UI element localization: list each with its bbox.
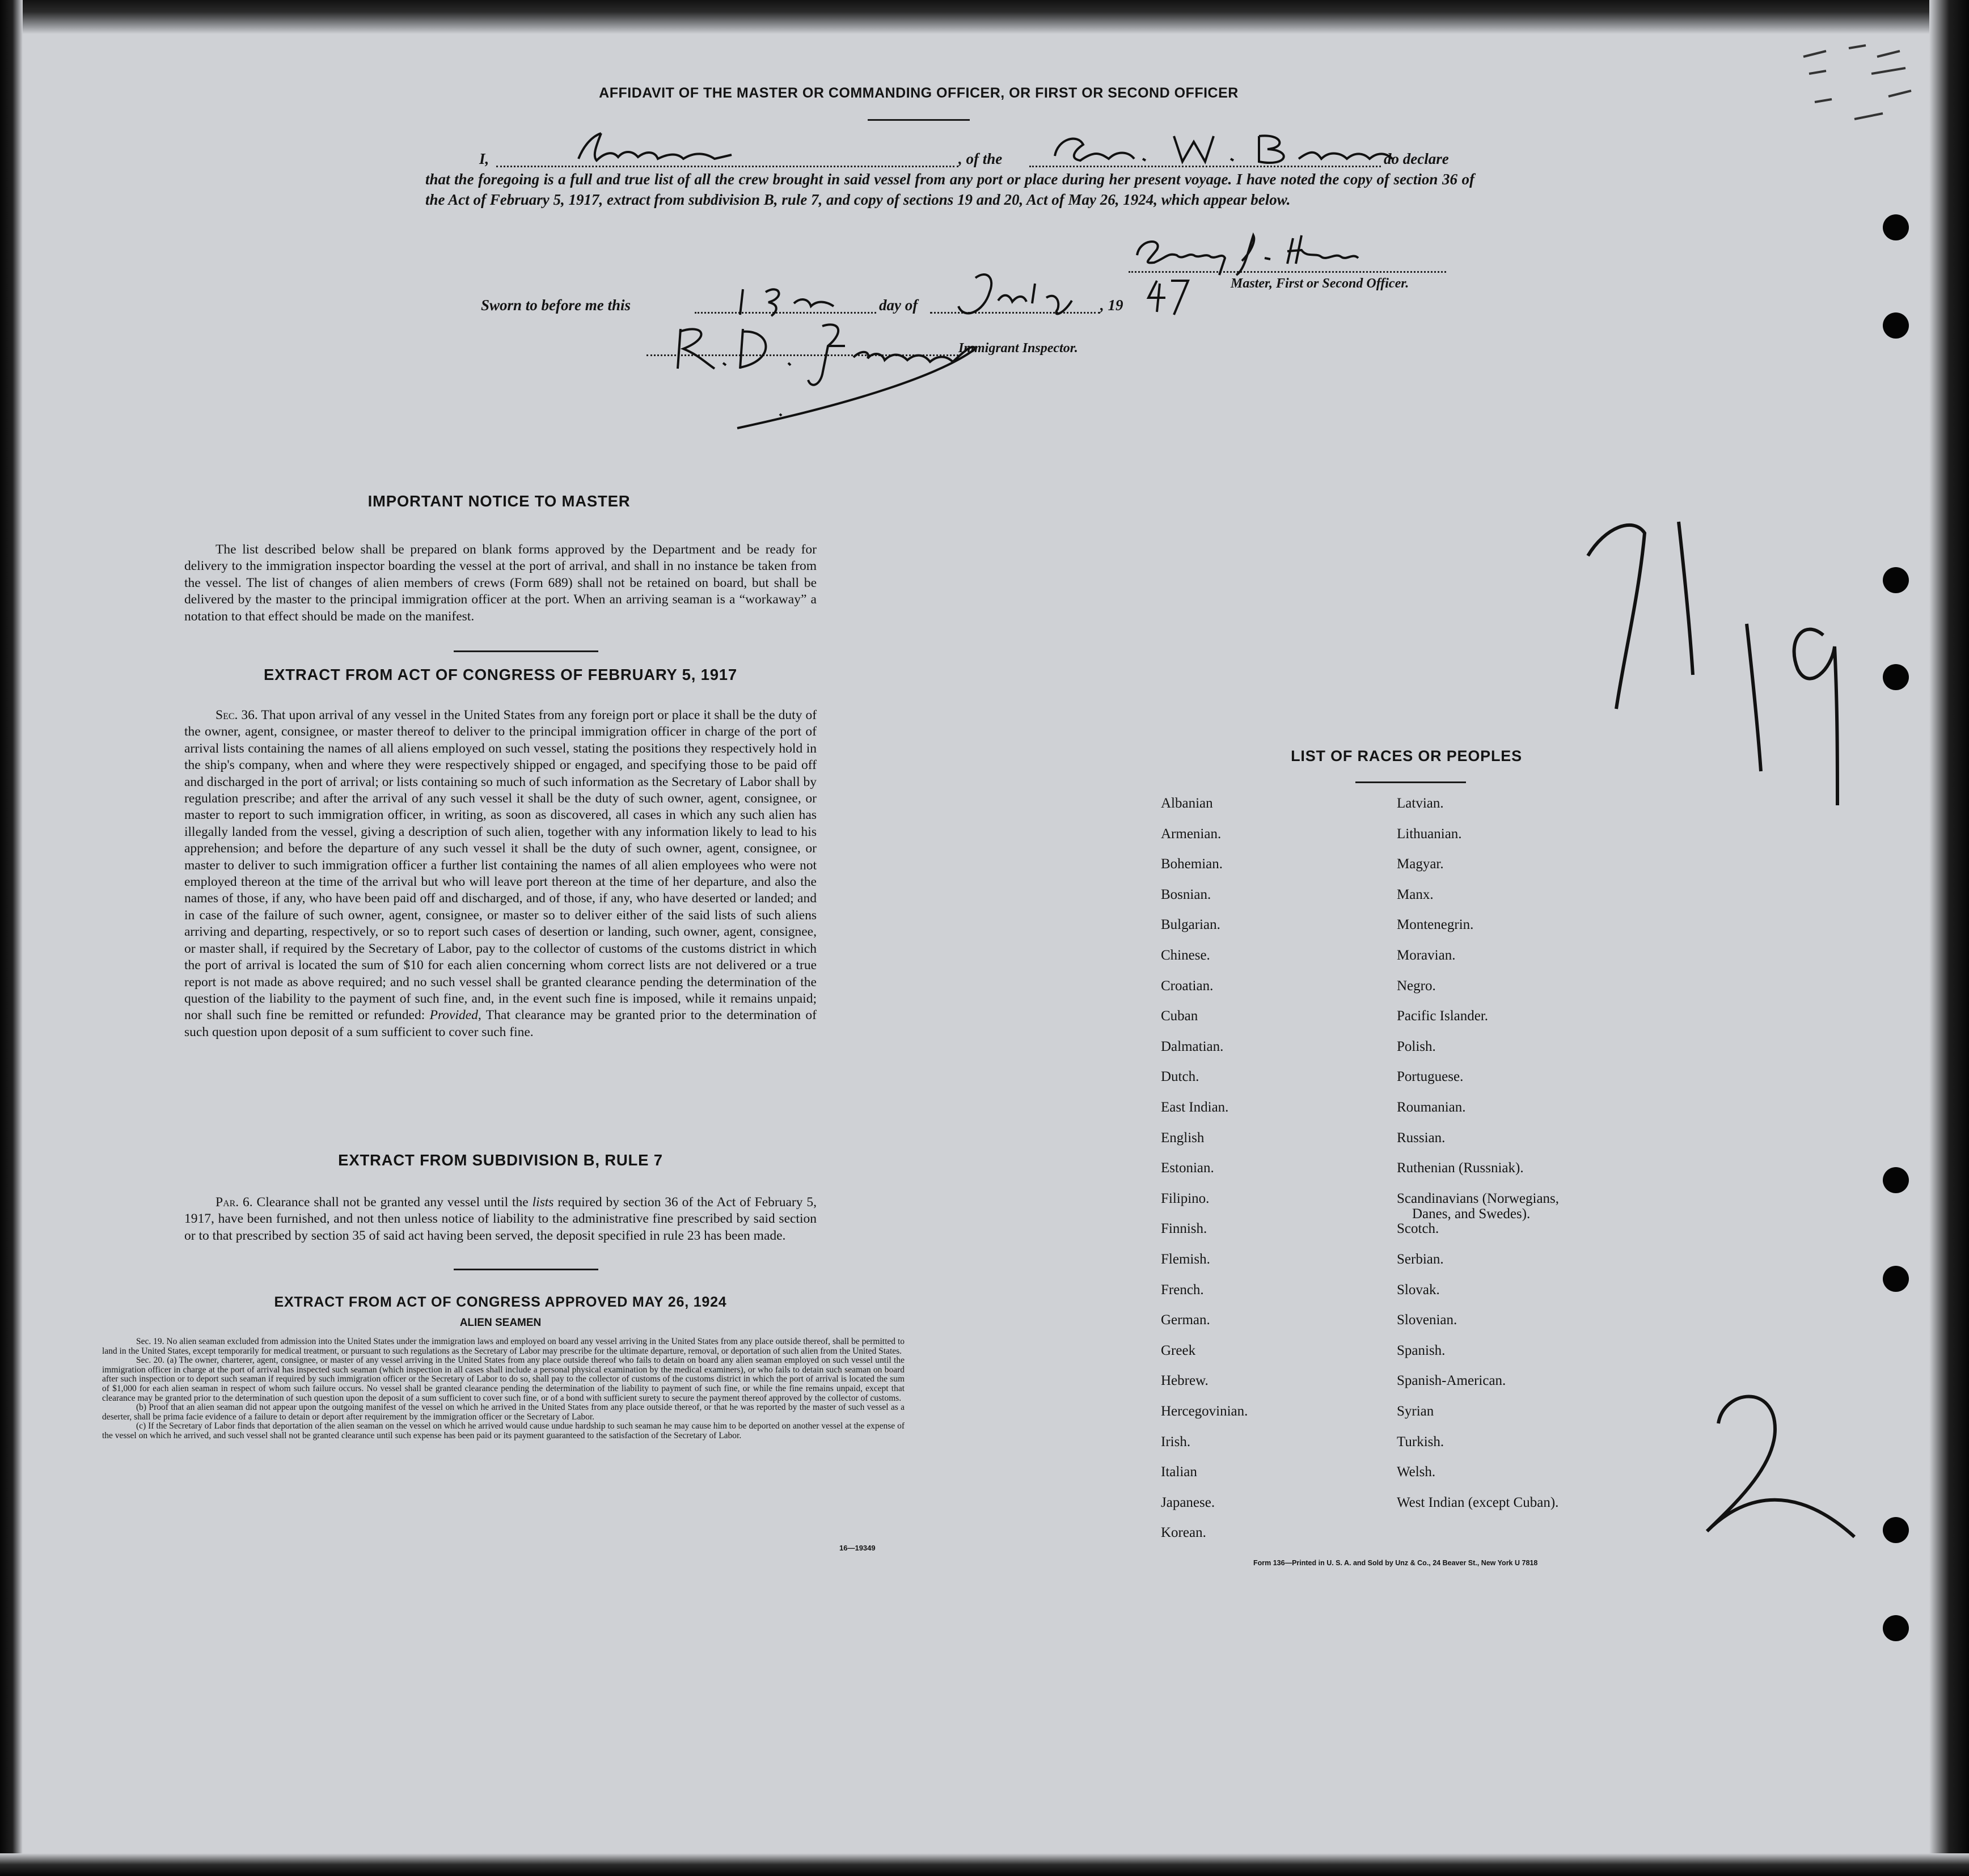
race-item: Negro. xyxy=(1397,978,1436,994)
race-item: French. xyxy=(1161,1282,1204,1298)
par-6-text-a: Clearance shall not be granted any vessel until the xyxy=(256,1195,529,1210)
race-item: Finnish. xyxy=(1161,1221,1207,1237)
punch-hole xyxy=(1883,1517,1909,1543)
race-item: Dalmatian. xyxy=(1161,1038,1224,1054)
race-item: Lithuanian. xyxy=(1397,826,1462,842)
race-item: Bulgarian. xyxy=(1161,917,1220,933)
sworn-text: Sworn to before me this xyxy=(481,297,631,314)
extract-1924-subtitle: ALIEN SEAMEN xyxy=(459,1317,542,1329)
race-item: Manx. xyxy=(1397,886,1434,902)
race-item: Latvian. xyxy=(1397,796,1444,811)
notice-title: IMPORTANT NOTICE TO MASTER xyxy=(367,492,631,510)
race-item: Filipino. xyxy=(1161,1190,1210,1206)
race-item: Italian xyxy=(1161,1464,1197,1480)
race-item: Slovak. xyxy=(1397,1282,1440,1298)
extract-1924-body xyxy=(102,1337,905,1441)
race-item: Pacific Islander. xyxy=(1397,1008,1489,1024)
extract-1917-body xyxy=(184,707,817,1041)
races-title: LIST OF RACES OR PEOPLES xyxy=(1291,747,1522,764)
race-item: Spanish-American. xyxy=(1397,1373,1506,1389)
extract-1917-title: EXTRACT FROM ACT OF CONGRESS OF FEBRUARY 5, 1917 xyxy=(264,666,737,683)
race-item: Slovenian. xyxy=(1397,1312,1457,1328)
race-item: Bosnian. xyxy=(1161,886,1211,902)
race-item: Moravian. xyxy=(1397,948,1456,963)
punch-hole xyxy=(1883,1167,1909,1193)
section-36-text: That upon arrival of any vessel in the United States from any foreign port or place it shall be the duty of the owner, agent, consignee, or master thereof to deliver to the principal immigration officer in charge of the port of arrival lists containing the names of all aliens employed on such vessel, stating the positions they respectively hold in the ship's company, when and where they were respectively shipped or engaged, and specifying those to be paid off and discharged in the port of arrival; or lists containing so much of such information as the Secretary of Labor shall by regulation prescribe; and after the arrival of any such vessel it shall be the duty of such owner, agent, consignee, or master to report to such immigration officer, in writing, as soon as discovered, all cases in which any such alien has illegally landed from the vessel, giving a description of such alien, together with any information likely to lead to his apprehension; and before the departure of any such vessel it shall be the duty of such owner, agent, consignee, or master to deliver to such immigration officer a further list containing the names of all alien employees who were not employed thereon at the time of the arrival but who will leave port thereon at the time of her departure, and also the names of those, if any, who have been paid off and discharged, and of those, if any, who have deserted or landed; and in case of the failure of such owner, agent, consignee, or master so to deliver either of the said lists of such aliens arriving and departing, respectively, or so to report such cases of desertion or landing, such owner, agent, consignee, or master shall, if required by the Secretary of Labor, pay to the collector of customs of the customs district in which the port of arrival is located the sum of $10 for each alien concerning whom correct lists are not delivered or a true report is not made as above required; and no such vessel shall be granted clearance pending the determination of the question of the liability to the payment of such fine, and, in the event such fine is imposed, while it remains unpaid; nor shall such fine be remitted or refunded: xyxy=(184,708,817,1023)
extract-rule7-title: EXTRACT FROM SUBDIVISION B, RULE 7 xyxy=(338,1151,663,1169)
race-item: Hebrew. xyxy=(1161,1373,1209,1389)
race-item: Cuban xyxy=(1161,1008,1198,1024)
handwritten-page-number-2 xyxy=(1696,1384,1877,1554)
section-20a-text: Sec. 20. (a) The owner, charterer, agent, consignee, or master of any vessel arriving in the United States from any place outside thereof who fails to detain on board any alien seaman employed on such vessel until the immigration officer in charge at the port of arrival has inspected such seaman (which inspection in all cases shall include a personal physical examination by the medical examiners), or who fails to detain such seaman on board after such inspection or to deport such seaman if required by such immigration officer or the Secretary of Labor to do so, shall pay to the collector of customs of the customs district in which the port of arrival is located the sum of $1,000 for each alien seaman in respect of whom such failure occurs. No vessel shall be granted clearance pending the determination of the liability to payment of such fine, or while the fine remains unpaid, except that clearance may be granted prior to the determination of such question upon the deposit of a sum sufficient to cover such fine, or of a bond with sufficient surety to secure the payment thereof approved by the collector of customs. xyxy=(102,1355,905,1403)
extract-1924-title: EXTRACT FROM ACT OF CONGRESS APPROVED MAY 26, 1924 xyxy=(274,1294,727,1310)
proviso-text: That clearance may be granted prior to the determination of such question upon deposit of a sum sufficient to cover such fine. xyxy=(184,1008,817,1040)
form-printer-line: Form 136—Printed in U. S. A. and Sold by Unz & Co., 24 Beaver St., New York U 7818 xyxy=(1253,1559,1538,1567)
scan-border-top xyxy=(0,0,1969,34)
race-item: Serbian. xyxy=(1397,1252,1444,1267)
punch-hole xyxy=(1883,567,1909,593)
affidavit-of-the: , of the xyxy=(958,150,1003,167)
race-item: Syrian xyxy=(1397,1404,1434,1419)
race-item: Spanish. xyxy=(1397,1342,1446,1358)
race-item: Irish. xyxy=(1161,1434,1191,1450)
race-item: Scandinavians (Norwegians, xyxy=(1397,1190,1560,1206)
race-item: Japanese. xyxy=(1161,1494,1215,1510)
race-item: East Indian. xyxy=(1161,1100,1229,1115)
race-item: Dutch. xyxy=(1161,1069,1199,1085)
race-item: Turkish. xyxy=(1397,1434,1444,1450)
handwritten-date-7-19 xyxy=(1571,505,1866,822)
affidavit-title: AFFIDAVIT OF THE MASTER OR COMMANDING OFFICER, OR FIRST OR SECOND OFFICER xyxy=(599,85,1239,101)
master-label: Master, First or Second Officer. xyxy=(1231,276,1409,291)
divider xyxy=(454,650,598,652)
race-item: Scotch. xyxy=(1397,1221,1439,1237)
punch-hole xyxy=(1883,664,1909,690)
punch-hole xyxy=(1883,214,1909,240)
extract-rule7-body xyxy=(184,1194,817,1244)
race-item: Roumanian. xyxy=(1397,1100,1466,1115)
affidavit-body: that the foregoing is a full and true list of all the crew brought in said vessel from any port or place during her present voyage. I have noted the copy of section 36 of the Act of February 5, 1917, extract from subdivision B, rule 7, and copy of sections 19 and 20, Act of May 26, 1924, which appear below. xyxy=(425,171,1474,208)
race-item: Bohemian. xyxy=(1161,856,1223,872)
section-19-text: Sec. 19. No alien seaman excluded from admission into the United States under the immigration laws and employed on board any vessel arriving in the United States from any place outside thereof, shall be permitted to land in the United States, except temporarily for medical treatment, or pursuant to such regulations as the Secretary of Labor may prescribe for the ultimate departure, removal, or deportation of such alien from the United States. xyxy=(102,1337,905,1356)
race-item: Russian. xyxy=(1397,1130,1446,1146)
race-item: Magyar. xyxy=(1397,856,1444,872)
race-item: Polish. xyxy=(1397,1038,1436,1054)
race-item: Flemish. xyxy=(1161,1252,1210,1267)
affidavit-do-declare: do declare xyxy=(1384,150,1449,167)
lists-word: lists xyxy=(532,1195,554,1210)
race-item: West Indian (except Cuban). xyxy=(1397,1494,1559,1510)
scan-border-right xyxy=(1929,0,1969,1876)
affidavit-i: I, xyxy=(479,150,489,167)
race-item: Danes, and Swedes). xyxy=(1412,1206,1531,1222)
race-item: English xyxy=(1161,1130,1205,1146)
punch-hole xyxy=(1883,312,1909,339)
race-item: Welsh. xyxy=(1397,1464,1436,1480)
divider xyxy=(454,1269,598,1270)
race-item: German. xyxy=(1161,1312,1210,1328)
race-item: Armenian. xyxy=(1161,826,1222,842)
race-item: Montenegrin. xyxy=(1397,917,1474,933)
inspector-signature xyxy=(658,306,1009,437)
par-6-lead: Par. 6. xyxy=(216,1195,253,1210)
race-item: Portuguese. xyxy=(1397,1069,1464,1085)
section-36-lead: Sec. 36. xyxy=(216,708,258,722)
inspector-label: Immigrant Inspector. xyxy=(958,341,1078,356)
scan-border-bottom xyxy=(0,1853,1969,1876)
divider xyxy=(1355,781,1466,783)
race-item: Estonian. xyxy=(1161,1160,1214,1176)
handwritten-position-master xyxy=(561,128,754,173)
race-item: Chinese. xyxy=(1161,948,1210,963)
scan-border-left xyxy=(0,0,23,1876)
race-item: Croatian. xyxy=(1161,978,1214,994)
race-item: Hercegovinian. xyxy=(1161,1404,1248,1419)
handwritten-year xyxy=(1140,272,1191,318)
proviso-word: Provided, xyxy=(429,1008,481,1023)
par-6-text-b: required by section 36 of the Act of February 5, 1917, have been furnished, and not then unless notice of liability to the administrative fine prescribed by said section or to that prescribed by section 35 of said act having been served, the deposit specified in rule 23 has been made. xyxy=(184,1195,817,1243)
handwritten-vessel-name xyxy=(1043,128,1395,173)
section-20b-text: (b) Proof that an alien seaman did not appear upon the outgoing manifest of the vessel on which he arrived in the United States from any place outside thereof, or that he was reported by the master of such vessel as a deserter, shall be prima facie evidence of a failure to detain or deport after requirement by the immigration officer or the Secretary of Labor. xyxy=(102,1402,905,1422)
section-20c-text: (c) If the Secretary of Labor finds that deportation of the alien seaman on the vessel on which he arrived would cause undue hardship to such seaman he may cause him to be deported on another vessel at the expense of the vessel on which he arrived, and such vessel shall not be granted clearance until such expense has been paid or its payment guaranteed to the satisfaction of the Secretary of Labor. xyxy=(102,1421,905,1440)
punch-hole xyxy=(1883,1615,1909,1641)
race-item: Albanian xyxy=(1161,796,1213,811)
form-code: 16—19349 xyxy=(839,1544,876,1552)
race-item: Greek xyxy=(1161,1342,1196,1358)
edge-marks xyxy=(1792,34,1928,147)
race-item: Ruthenian (Russniak). xyxy=(1397,1160,1524,1176)
notice-body: The list described below shall be prepared on blank forms approved by the Department and be ready for delivery to the immigration inspector boarding the vessel at the port of arrival, and shall in no instance be taken from the vessel. The list of changes of alien members of crews (Form 689) shall not be retained on board, but shall be delivered by the master to the principal immigration officer at the port. When an arriving seaman is a “workaway” a notation to that effect should be made on the manifest. xyxy=(184,542,817,624)
race-item: Korean. xyxy=(1161,1525,1206,1541)
year-prefix: , 19 xyxy=(1100,297,1123,314)
punch-hole xyxy=(1883,1266,1909,1292)
divider xyxy=(868,119,970,121)
day-of: day of xyxy=(879,297,918,314)
